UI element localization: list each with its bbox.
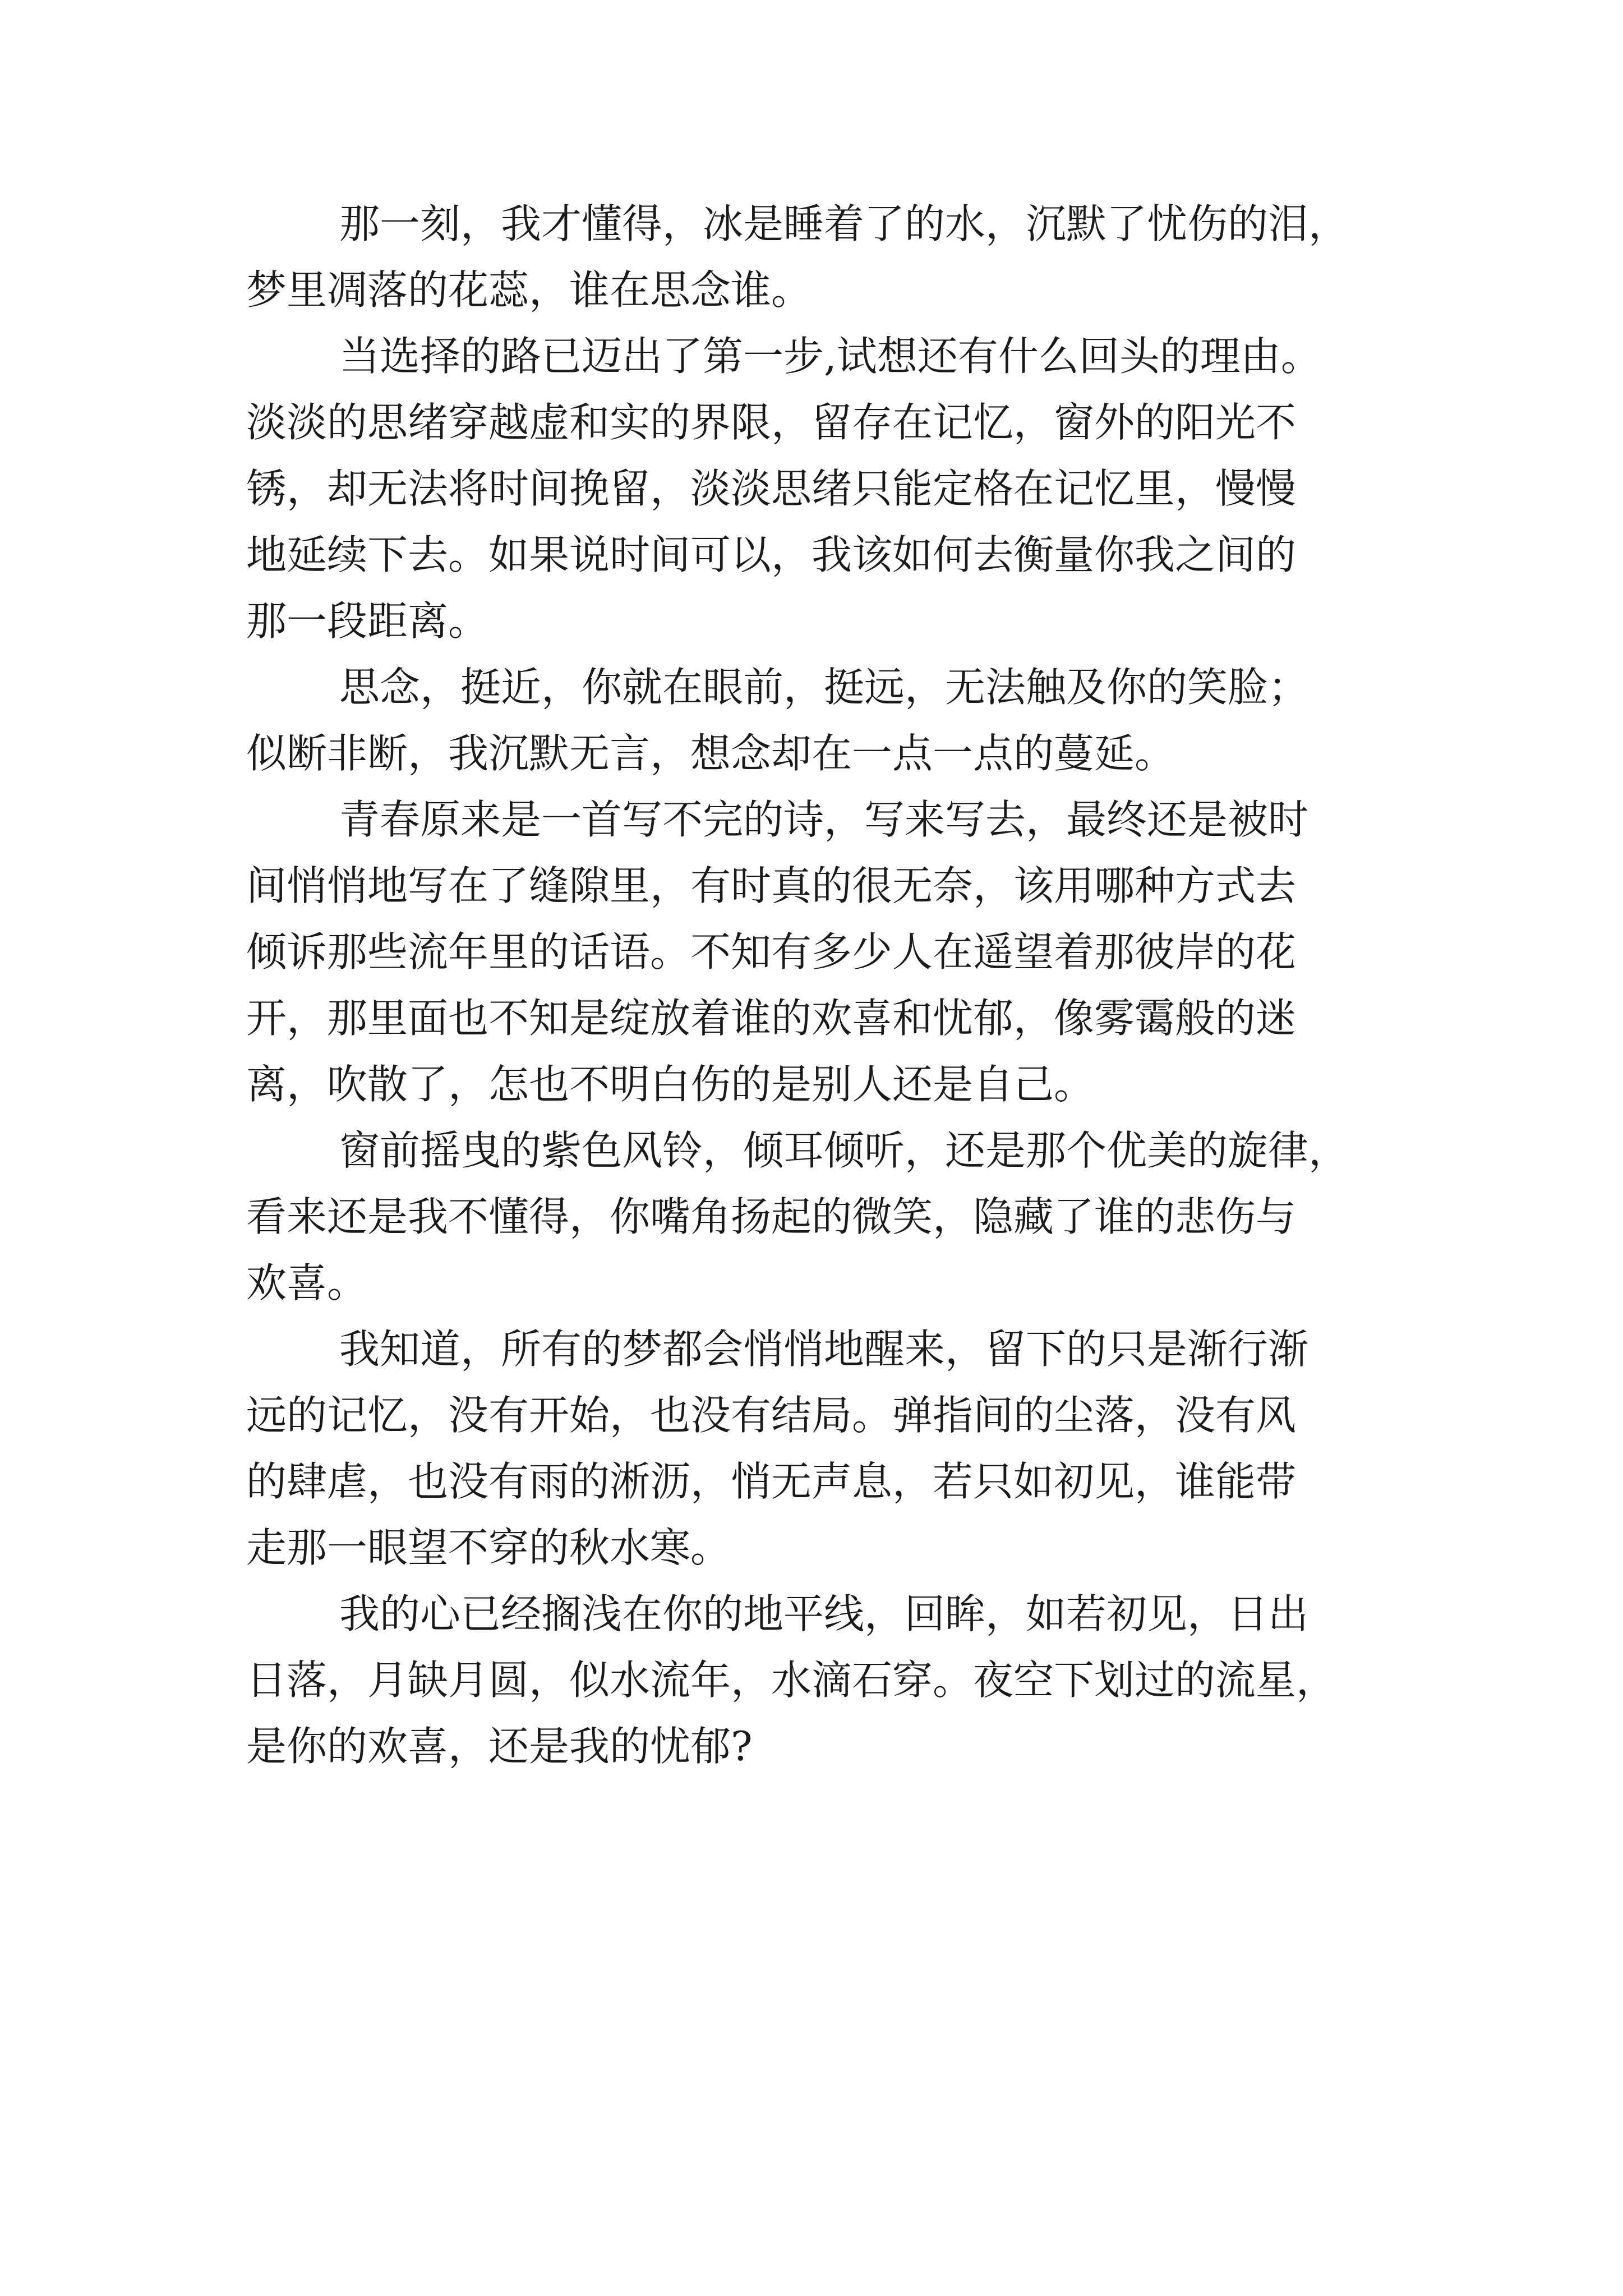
text-line: 我知道，所有的梦都会悄悄地醒来，留下的只是渐行渐: [339, 1326, 1309, 1373]
document-body: [246, 191, 1446, 1779]
text-line: 锈，却无法将时间挽留，淡淡思绪只能定格在记忆里，慢慢: [246, 465, 1297, 512]
text-line: 走那一眼望不穿的秋水寒。: [246, 1524, 731, 1571]
text-line: 梦里凋落的花蕊，谁在思念谁。: [246, 266, 812, 314]
text-line: 间悄悄地写在了缝隙里，有时真的很无奈，该用哪种方式去: [246, 862, 1297, 909]
text-line: 看来还是我不懂得，你嘴角扬起的微笑，隐藏了谁的悲伤与: [246, 1193, 1297, 1240]
text-line: 我的心已经搁浅在你的地平线，回眸，如若初见，日出: [339, 1590, 1309, 1637]
text-line: 思念，挺近，你就在眼前，挺远，无法触及你的笑脸；: [339, 664, 1309, 711]
text-line: 那一刻，我才懂得，冰是睡着了的水，沉默了忧伤的泪，: [339, 200, 1349, 247]
text-line: 离，吹散了，怎也不明白伤的是别人还是自己。: [246, 1061, 1095, 1108]
text-line: 日落，月缺月圆，似水流年，水滴石穿。夜空下划过的流星，: [246, 1657, 1337, 1704]
text-line: 是你的欢喜，还是我的忧郁?: [246, 1723, 753, 1770]
text-line: 当选择的路已迈出了第一步,试想还有什么回头的理由。: [339, 333, 1321, 380]
text-line: 青春原来是一首写不完的诗，写来写去，最终还是被时: [339, 796, 1309, 843]
text-line: 淡淡的思绪穿越虚和实的界限，留存在记忆，窗外的阳光不: [246, 399, 1297, 446]
text-line: 那一段距离。: [246, 597, 489, 645]
text-line: 欢喜。: [246, 1259, 368, 1306]
text-line: 窗前摇曳的紫色风铃，倾耳倾听，还是那个优美的旋律，: [339, 1127, 1349, 1174]
text-line: 地延续下去。如果说时间可以，我该如何去衡量你我之间的: [246, 531, 1297, 578]
text-line: 似断非断，我沉默无言，想念却在一点一点的蔓延。: [246, 730, 1175, 777]
text-line: 倾诉那些流年里的话语。不知有多少人在遥望着那彼岸的花: [246, 928, 1297, 976]
text-line: 远的记忆，没有开始，也没有结局。弹指间的尘落，没有风: [246, 1392, 1297, 1439]
text-line: 的肆虐，也没有雨的淅沥，悄无声息，若只如初见，谁能带: [246, 1458, 1297, 1505]
text-line: 开，那里面也不知是绽放着谁的欢喜和忧郁，像雾霭般的迷: [246, 995, 1297, 1042]
